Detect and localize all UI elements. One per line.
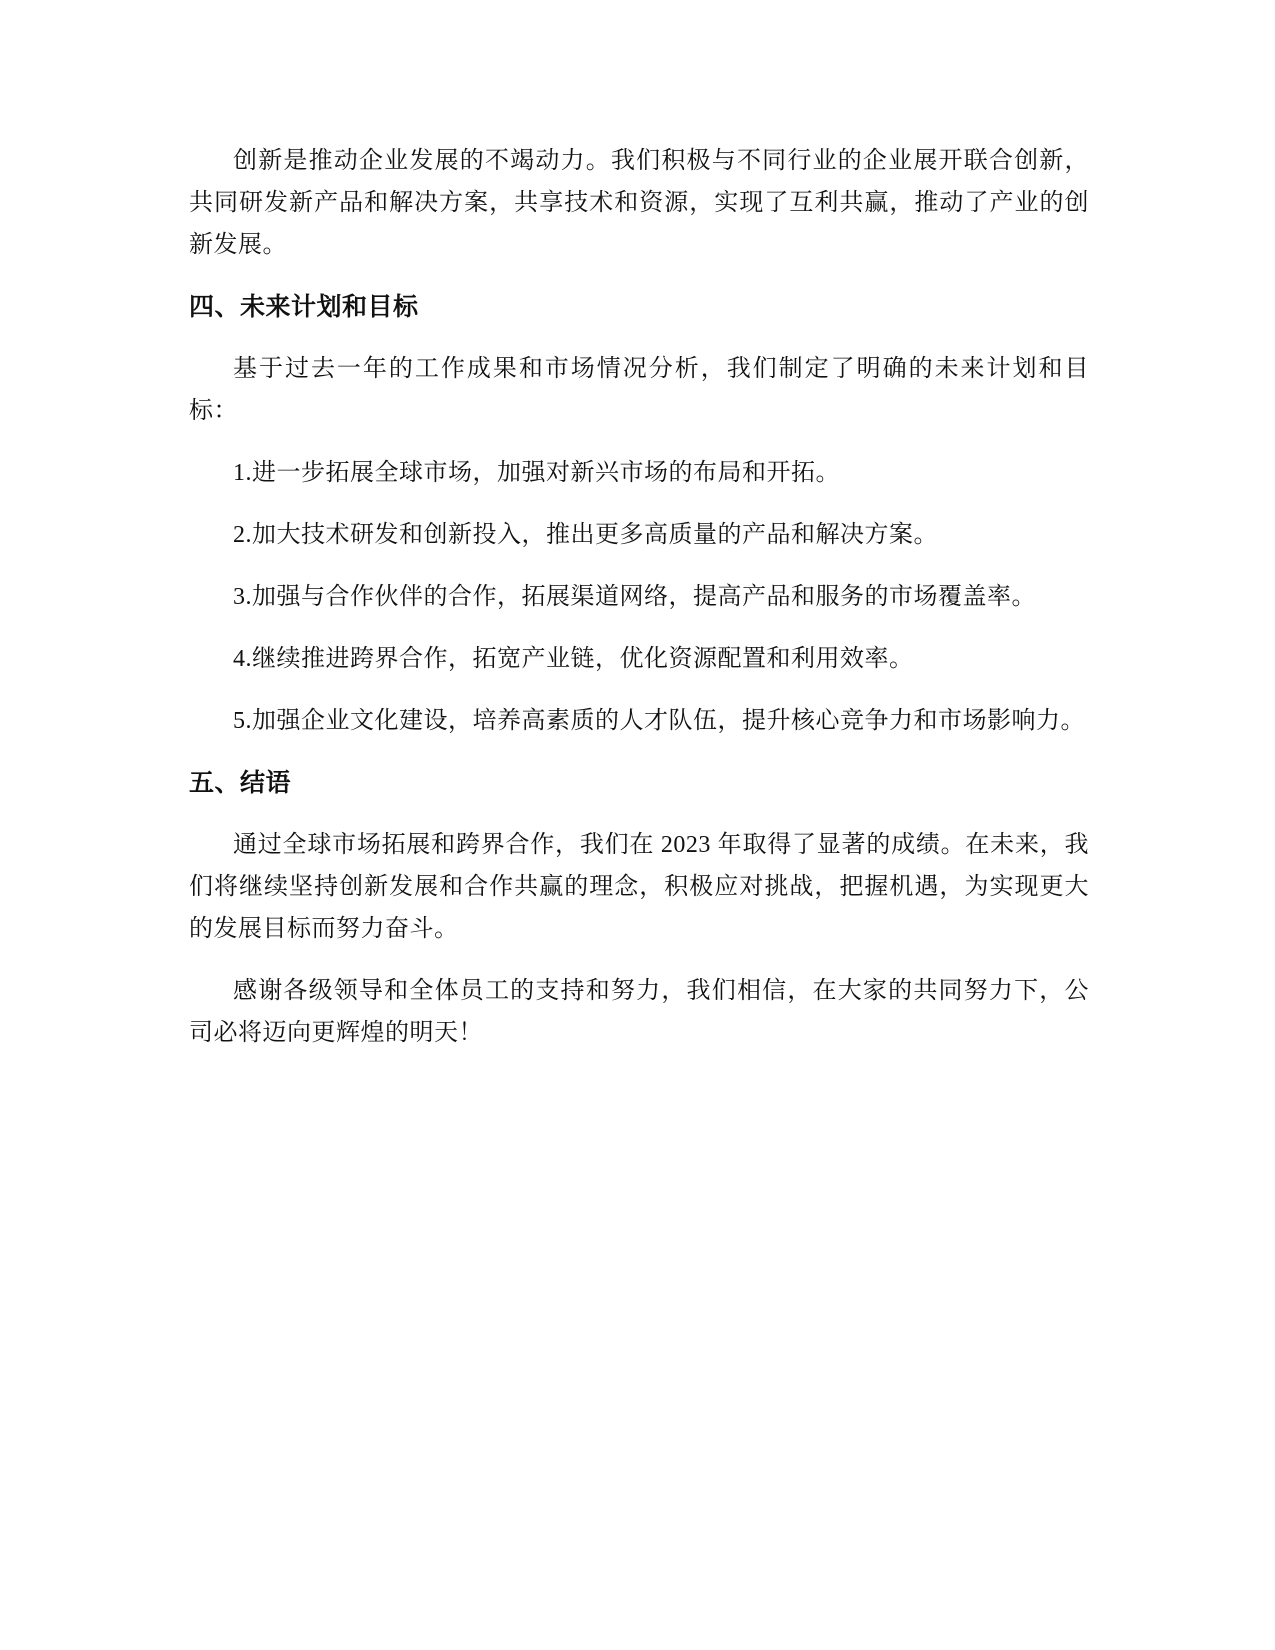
plan-item-2: 2.加大技术研发和创新投入，推出更多高质量的产品和解决方案。 bbox=[233, 522, 938, 548]
plan-item-3: 3.加强与合作伙伴的合作，拓展渠道网络，提高产品和服务的市场覆盖率。 bbox=[233, 584, 1036, 610]
section-heading-future-plans: 四、未来计划和目标 bbox=[189, 292, 419, 321]
future-plans-intro-paragraph: 基于过去一年的工作成果和市场情况分析，我们制定了明确的未来计划和目标： bbox=[189, 356, 1089, 424]
section-heading-conclusion: 五、结语 bbox=[189, 768, 292, 797]
document-body bbox=[189, 140, 1089, 1074]
conclusion-paragraph: 通过全球市场拓展和跨界合作，我们在 2023 年取得了显著的成绩。在未来，我们将继续坚持创新发展和合作共赢的理念，积极应对挑战，把握机遇，为实现更大的发展目标而努力奋斗。 bbox=[189, 832, 1089, 942]
plan-item-1: 1.进一步拓展全球市场，加强对新兴市场的布局和开拓。 bbox=[233, 460, 840, 486]
plan-item-4: 4.继续推进跨界合作，拓宽产业链，优化资源配置和利用效率。 bbox=[233, 646, 914, 672]
thanks-paragraph: 感谢各级领导和全体员工的支持和努力，我们相信，在大家的共同努力下，公司必将迈向更辉煌的明天！ bbox=[189, 978, 1089, 1046]
plan-item-5: 5.加强企业文化建设，培养高素质的人才队伍，提升核心竞争力和市场影响力。 bbox=[233, 708, 1085, 734]
innovation-paragraph: 创新是推动企业发展的不竭动力。我们积极与不同行业的企业展开联合创新，共同研发新产品和解决方案，共享技术和资源，实现了互利共赢，推动了产业的创新发展。 bbox=[189, 148, 1089, 258]
